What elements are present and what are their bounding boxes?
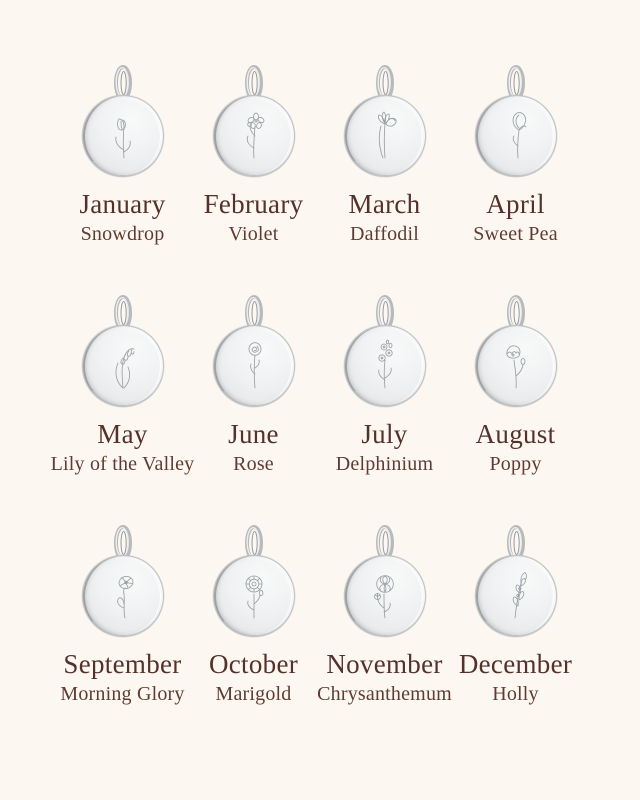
pendant-item-december (450, 524, 581, 754)
pendant-charm (208, 524, 300, 636)
flower-label: Delphinium (335, 453, 434, 475)
month-label: May (97, 419, 148, 449)
pendant-disc (344, 325, 426, 407)
flower-label: Lily of the Valley (50, 453, 195, 475)
pendant-disc (213, 95, 295, 177)
flower-label: Chrysanthemum (317, 683, 452, 705)
month-label: September (63, 649, 182, 679)
pendant-caption (209, 636, 298, 708)
poppy-engraving-icon (494, 336, 538, 394)
pendant-charm (339, 294, 431, 406)
pendant-item-june (188, 294, 319, 524)
month-label: July (361, 419, 408, 449)
pendant-charm (339, 64, 431, 176)
pendant-charm (77, 294, 169, 406)
pendant-item-july (319, 294, 450, 524)
pendant-disc (213, 555, 295, 637)
month-label: November (326, 649, 443, 679)
month-label: January (79, 189, 166, 219)
pendant-caption (60, 636, 184, 708)
pendant-caption (336, 406, 434, 478)
marigold-engraving-icon (232, 566, 276, 624)
pendant-item-march (319, 64, 450, 294)
month-label: March (348, 189, 421, 219)
pendant-item-november (319, 524, 450, 754)
pendant-disc (82, 95, 164, 177)
month-label: April (486, 189, 545, 219)
flower-label: Poppy (489, 453, 542, 475)
pendant-disc (82, 325, 164, 407)
flower-label: Morning Glory (60, 683, 185, 705)
pendant-charm (77, 524, 169, 636)
pendant-caption (476, 406, 556, 478)
chrysanthemum-engraving-icon (363, 566, 407, 624)
pendant-charm (470, 524, 562, 636)
pendant-caption (228, 406, 279, 478)
pendant-item-september (57, 524, 188, 754)
month-label: December (458, 649, 573, 679)
pendant-charm (470, 64, 562, 176)
pendant-disc (213, 325, 295, 407)
flower-label: Violet (228, 223, 279, 245)
sweet-pea-engraving-icon (494, 106, 538, 164)
pendant-disc (344, 95, 426, 177)
flower-label: Marigold (215, 683, 292, 705)
lily-of-the-valley-engraving-icon (101, 336, 145, 394)
pendant-item-january (57, 64, 188, 294)
pendant-charm (470, 294, 562, 406)
pendant-charm (208, 294, 300, 406)
pendant-item-august (450, 294, 581, 524)
month-label: June (228, 419, 279, 449)
pendant-charm (77, 64, 169, 176)
flower-label: Daffodil (350, 223, 419, 245)
pendant-charm (208, 64, 300, 176)
pendant-caption (204, 176, 304, 248)
snowdrop-engraving-icon (101, 106, 145, 164)
flower-label: Sweet Pea (473, 223, 558, 245)
pendant-disc (82, 555, 164, 637)
pendant-caption (473, 176, 558, 248)
flower-label: Snowdrop (80, 223, 165, 245)
delphinium-engraving-icon (363, 336, 407, 394)
pendant-disc (475, 325, 557, 407)
pendant-caption (317, 636, 452, 708)
pendant-charm (339, 524, 431, 636)
rose-engraving-icon (232, 336, 276, 394)
pendant-item-february (188, 64, 319, 294)
holly-engraving-icon (494, 566, 538, 624)
pendant-disc (475, 95, 557, 177)
morning-glory-engraving-icon (101, 566, 145, 624)
pendant-caption (349, 176, 421, 248)
pendant-caption (459, 636, 572, 708)
flower-label: Rose (233, 453, 274, 475)
flower-label: Holly (492, 683, 539, 705)
pendant-caption (51, 406, 195, 478)
violet-engraving-icon (232, 106, 276, 164)
daffodil-engraving-icon (363, 106, 407, 164)
month-label: August (475, 419, 556, 449)
pendant-item-may (50, 294, 195, 524)
pendant-item-april (450, 64, 581, 294)
pendant-caption (79, 176, 165, 248)
month-label: October (208, 649, 299, 679)
month-label: February (203, 189, 304, 219)
pendant-disc (475, 555, 557, 637)
pendant-disc (344, 555, 426, 637)
pendant-item-october (188, 524, 319, 754)
